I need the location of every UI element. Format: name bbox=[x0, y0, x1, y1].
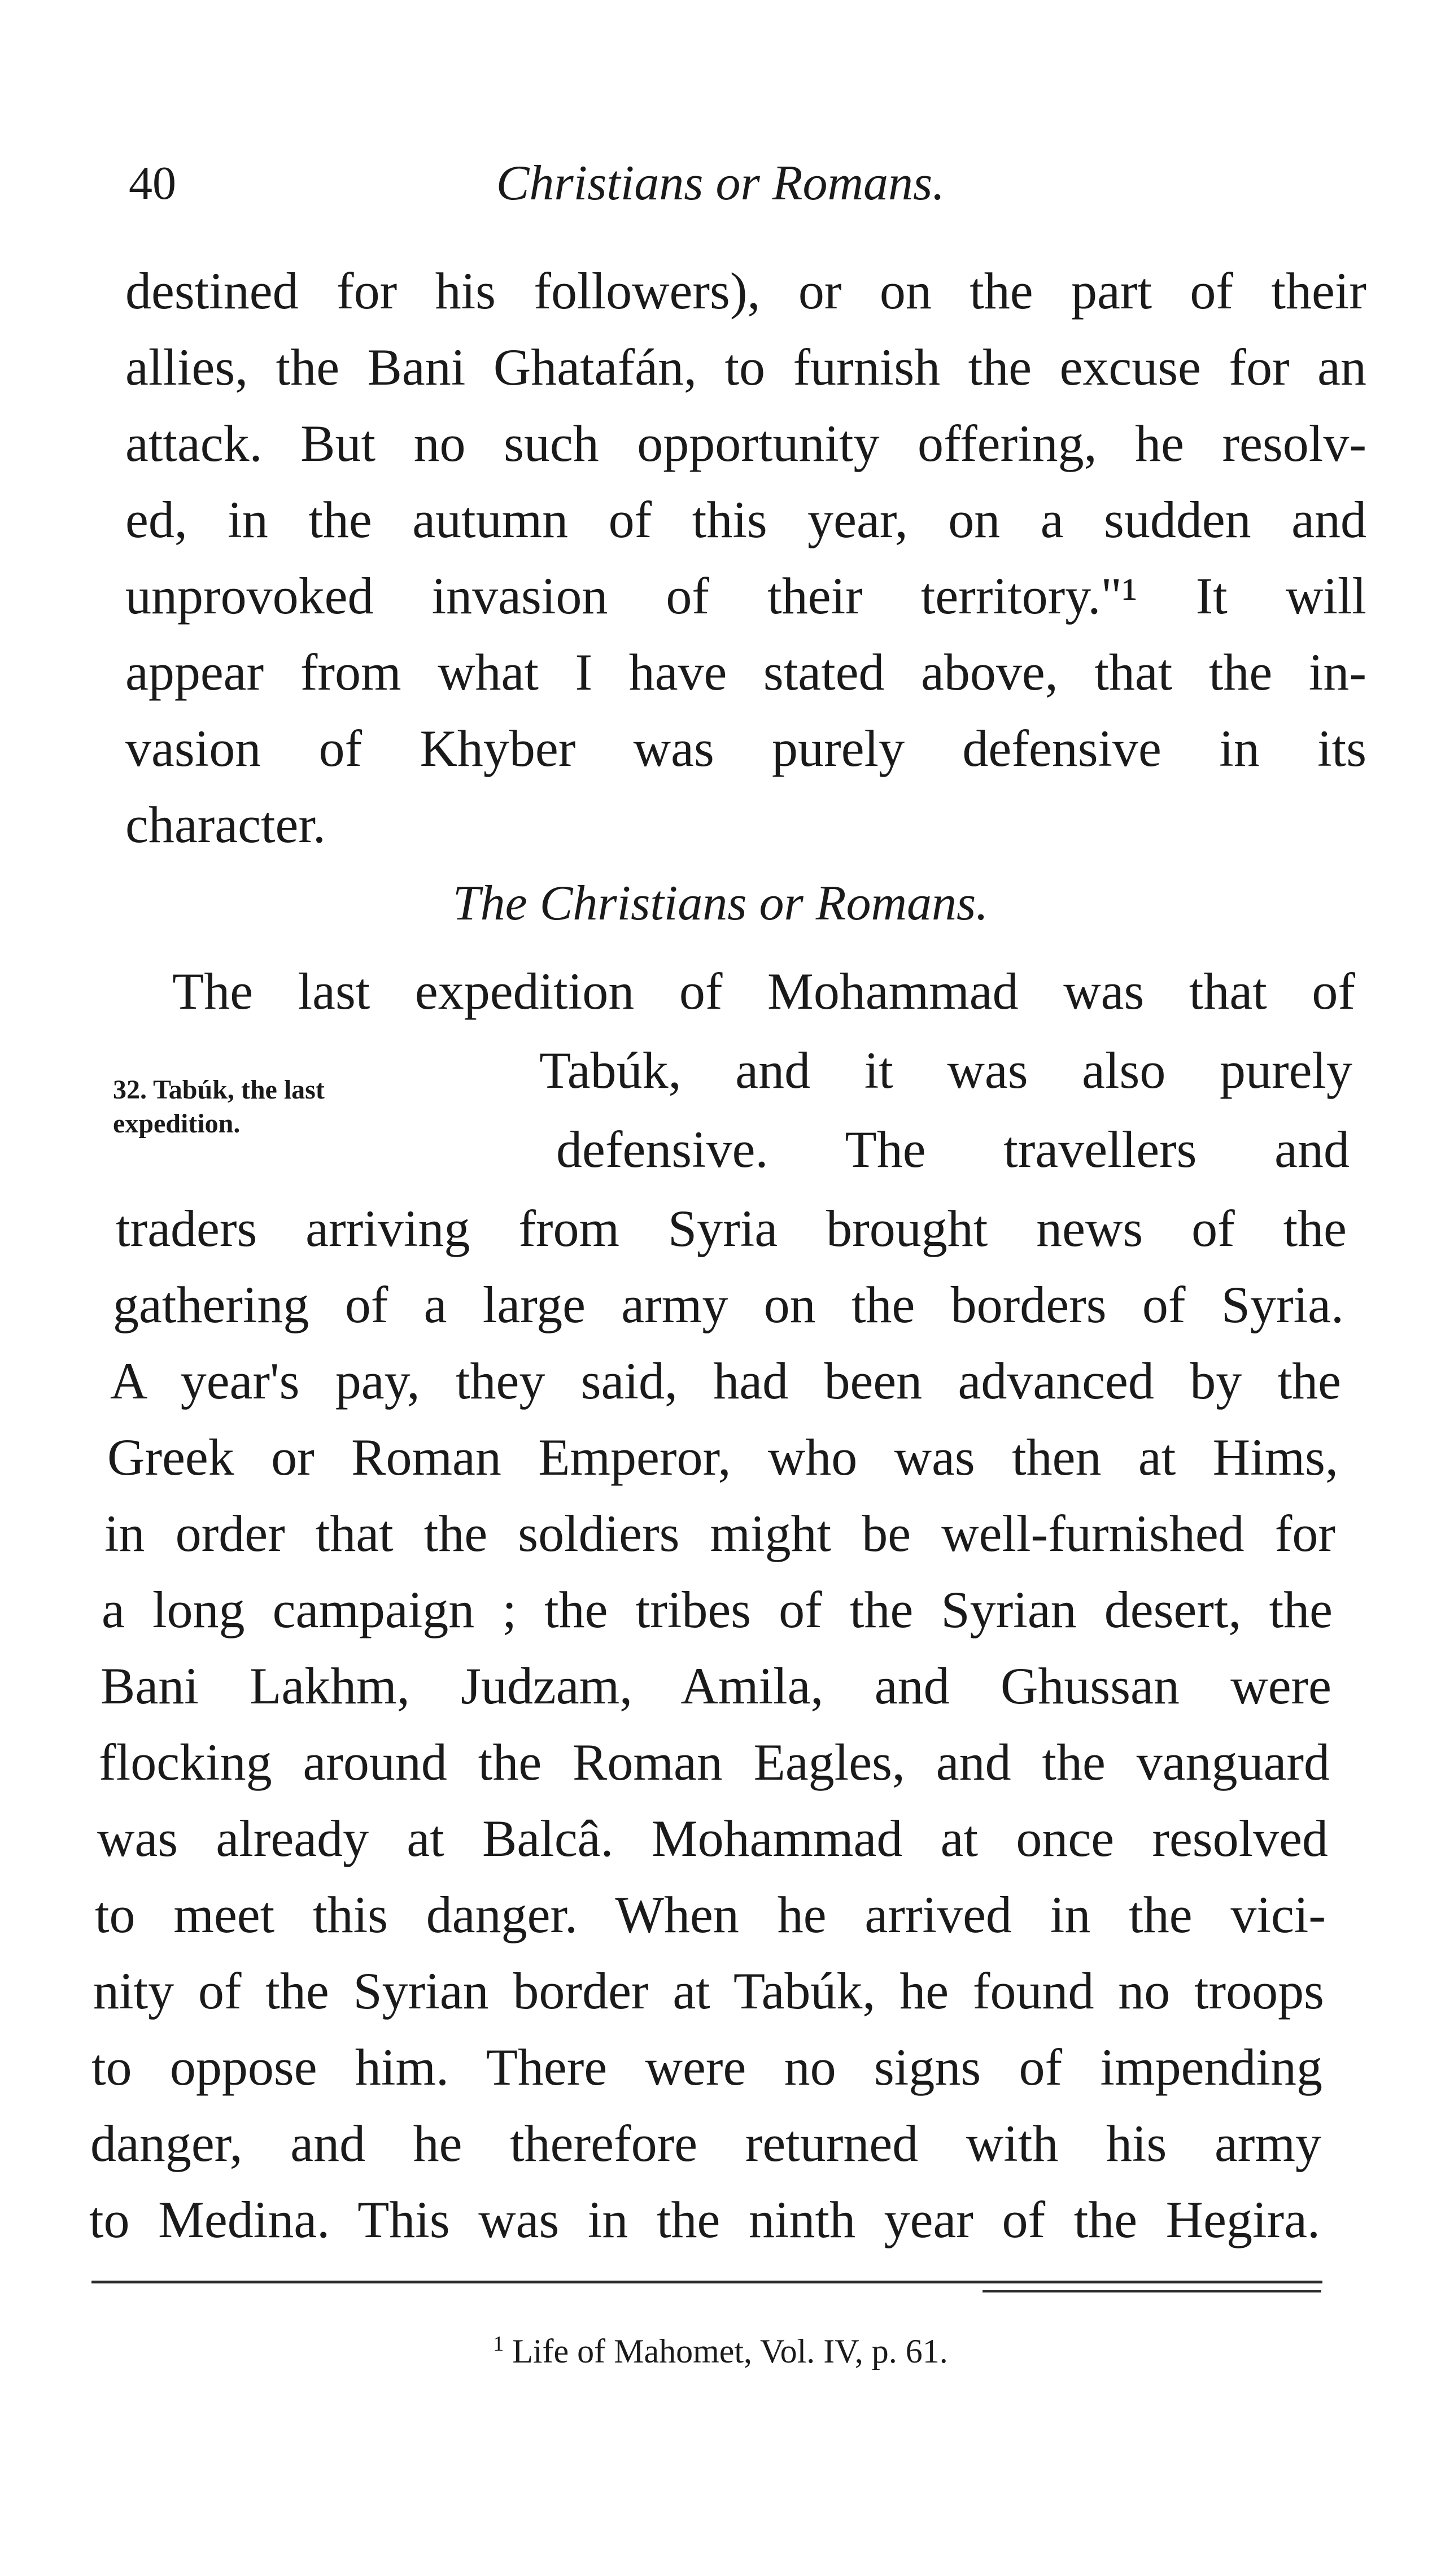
text-line-beside-note: Tabúk, and it was also purely bbox=[539, 1041, 1352, 1099]
text-line: ed, in the autumn of this year, on a sudden and bbox=[125, 491, 1366, 548]
footnote-marker: 1 bbox=[493, 2332, 504, 2356]
text-line: destined for his followers), or on the part of their bbox=[125, 262, 1366, 320]
footnote bbox=[0, 2321, 1441, 2374]
text-line: to oppose him. There were no signs of impending bbox=[91, 2038, 1322, 2096]
footnote-text: Life of Mahomet, Vol. IV, p. 61. bbox=[512, 2333, 948, 2370]
text-line-indented: The last expedition of Mohammad was that of bbox=[172, 962, 1355, 1020]
text-line: allies, the Bani Ghatafán, to furnish the excuse for an bbox=[125, 338, 1366, 396]
text-line: vasion of Khyber was purely defensive in its bbox=[125, 720, 1366, 777]
footnote-rule bbox=[91, 2281, 1322, 2283]
text-line: in order that the soldiers might be well-furnished for bbox=[104, 1505, 1335, 1562]
text-line: gathering of a large army on the borders of Syria. bbox=[113, 1276, 1344, 1333]
text-line: traders arriving from Syria brought news of the bbox=[116, 1200, 1347, 1257]
text-line-last: character. bbox=[125, 796, 326, 853]
running-title: Christians or Romans. bbox=[496, 156, 945, 211]
text-line: danger, and he therefore returned with his army bbox=[90, 2115, 1321, 2172]
text-line: to meet this danger. When he arrived in the vici- bbox=[95, 1886, 1326, 1943]
text-line: appear from what I have stated above, that the in- bbox=[125, 643, 1366, 701]
text-line: attack. But no such opportunity offering, he resolv- bbox=[125, 415, 1366, 472]
footnote-rule-short bbox=[983, 2290, 1321, 2292]
text-line: a long campaign ; the tribes of the Syrian desert, the bbox=[102, 1581, 1333, 1638]
page-number: 40 bbox=[129, 157, 176, 210]
marginal-note-line: expedition. bbox=[113, 1109, 241, 1139]
marginal-note-line: 32. Tabúk, the last bbox=[113, 1075, 325, 1105]
text-line: Bani Lakhm, Judzam, Amila, and Ghussan were bbox=[101, 1657, 1331, 1715]
section-heading: The Christians or Romans. bbox=[452, 876, 989, 931]
text-line-beside-note: defensive. The travellers and bbox=[556, 1121, 1350, 1178]
text-line: flocking around the Roman Eagles, and the vanguard bbox=[99, 1733, 1330, 1791]
text-line: Greek or Roman Emperor, who was then at Hims, bbox=[107, 1428, 1338, 1486]
marginal-note bbox=[113, 1073, 542, 1141]
text-line: nity of the Syrian border at Tabúk, he found no troops bbox=[93, 1962, 1324, 2020]
running-head bbox=[0, 152, 1441, 215]
text-line: to Medina. This was in the ninth year of the Hegira. bbox=[89, 2191, 1320, 2248]
text-line: unprovoked invasion of their territory."¹ It will bbox=[125, 567, 1366, 625]
text-line: A year's pay, they said, had been advanced by the bbox=[110, 1352, 1341, 1410]
text-line: was already at Balcâ. Mohammad at once resolved bbox=[97, 1810, 1328, 1867]
